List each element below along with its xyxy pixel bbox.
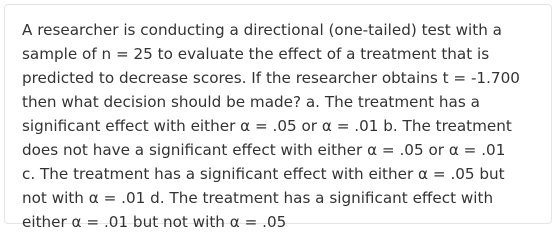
question-card: [4, 4, 552, 231]
question-text: A researcher is conducting a directional (one-tailed) test with a sample of n = 25 to evaluate the effect of a treatment that is predicted to decrease scores. If the researcher obtains t = -1.700 then what decision should be made? a. The treatment has a significant effect with either α = .05 or α = .01 b. The treatment does not have a significant effect with either α = .05 or α = .01 c. The treatment has a significant effect with either α = .05 but not with α = .01 d. The treatment has a significant effect with either α = .01 but not with α = .05: [22, 21, 520, 231]
